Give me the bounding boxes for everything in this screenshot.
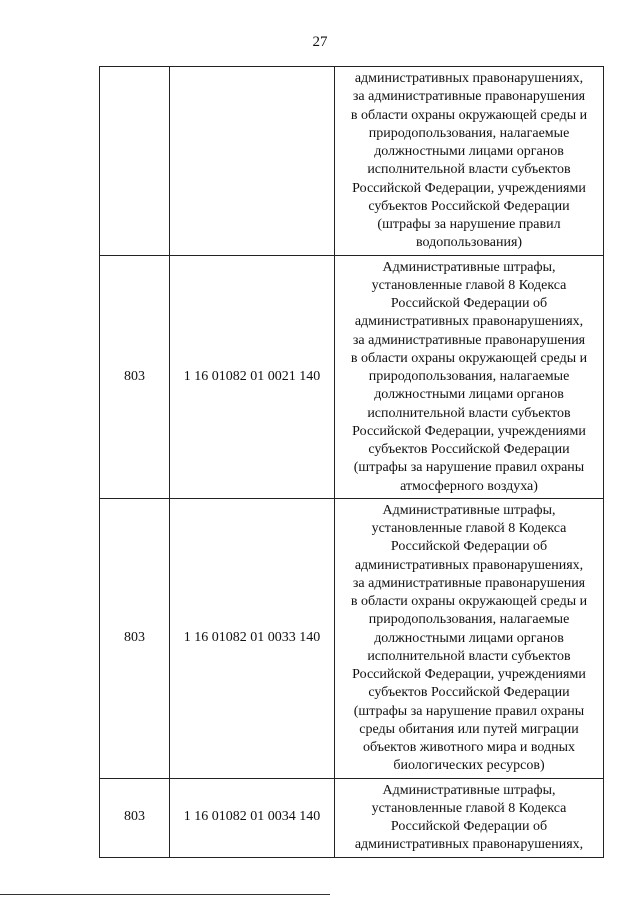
name-line: установленные главой 8 Кодекса: [371, 521, 567, 536]
page-number: 27: [312, 34, 328, 50]
name-line: (штрафы за нарушение правил охраны: [353, 703, 585, 719]
name-line: за административные правонарушения: [352, 89, 586, 105]
name-line: Административные штрафы,: [382, 782, 556, 798]
name-line: исполнительной власти субъектов: [367, 405, 571, 421]
name-line: природопользования, налагаемые: [368, 612, 570, 628]
admin-code-cell: [100, 67, 170, 256]
name-line: за административные правонарушения: [352, 332, 586, 348]
kbk-cell: 1 16 01082 01 0021 140: [170, 255, 335, 498]
name-line: объектов животного мира и водных: [362, 740, 576, 755]
name-line: среды обитания или путей миграции: [359, 721, 579, 737]
table-row: [100, 67, 604, 256]
name-line: должностными лицами органов: [374, 144, 564, 159]
name-line: административных правонарушениях,: [354, 71, 584, 86]
admin-code-cell: 803: [100, 498, 170, 778]
name-line: Административные штрафы,: [382, 259, 556, 275]
kbk-cell: [170, 67, 335, 256]
name-line: исполнительной власти субъектов: [367, 162, 571, 178]
name-line: административных правонарушениях,: [354, 837, 584, 853]
revenue-name-cell: [335, 498, 604, 778]
name-line: субъектов Российской Федерации: [368, 442, 570, 457]
name-line: (штрафы за нарушение правил: [377, 217, 561, 232]
table-row: [100, 498, 604, 778]
admin-code-cell: 803: [100, 778, 170, 857]
name-line: административных правонарушениях,: [354, 557, 584, 573]
name-line: Российской Федерации об: [390, 819, 548, 834]
footer-rule: [0, 894, 330, 895]
kbk-cell: 1 16 01082 01 0033 140: [170, 498, 335, 778]
name-line: установленные главой 8 Кодекса: [371, 800, 567, 816]
name-line: природопользования, налагаемые: [368, 125, 570, 141]
name-line: субъектов Российской Федерации: [368, 198, 570, 214]
name-line: должностными лицами органов: [374, 630, 564, 646]
name-line: в области охраны окружающей среды и: [350, 350, 588, 366]
name-line: Административные штрафы,: [382, 502, 556, 518]
name-line: Российской Федерации об: [390, 296, 548, 311]
name-line: за административные правонарушения: [352, 575, 586, 591]
name-line: атмосферного воздуха): [400, 478, 538, 494]
name-line: в области охраны окружающей среды и: [350, 594, 588, 609]
kbk-cell: 1 16 01082 01 0034 140: [170, 778, 335, 857]
revenue-name-cell: [335, 67, 604, 256]
name-line: в области охраны окружающей среды и: [350, 107, 588, 123]
name-line: Российской Федерации, учреждениями: [352, 423, 586, 439]
name-line: должностными лицами органов: [374, 387, 564, 403]
revenue-name-cell: [335, 255, 604, 498]
name-line: биологических ресурсов): [393, 758, 545, 774]
name-line: административных правонарушениях,: [354, 314, 584, 330]
name-line: исполнительной власти субъектов: [367, 648, 571, 664]
name-line: Российской Федерации, учреждениями: [352, 667, 586, 682]
admin-code-cell: 803: [100, 255, 170, 498]
name-line: Российской Федерации об: [390, 539, 548, 555]
name-line: водопользования): [415, 235, 523, 251]
name-line: (штрафы за нарушение правил охраны: [353, 460, 585, 476]
table-row: [100, 778, 604, 857]
name-line: установленные главой 8 Кодекса: [371, 277, 567, 293]
budget-classification-table: [99, 66, 604, 858]
revenue-name-cell: [335, 778, 604, 857]
name-line: Российской Федерации, учреждениями: [352, 180, 586, 196]
table-row: [100, 255, 604, 498]
name-line: природопользования, налагаемые: [368, 369, 570, 384]
name-line: субъектов Российской Федерации: [368, 685, 570, 701]
